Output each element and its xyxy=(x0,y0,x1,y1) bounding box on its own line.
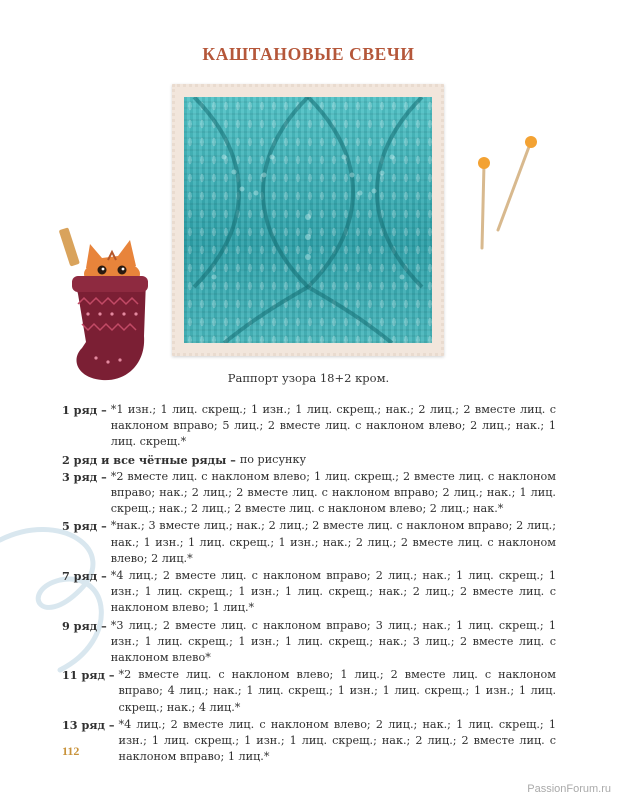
row-label: 9 ряд – xyxy=(62,618,107,633)
row-5 xyxy=(62,518,556,567)
row-label: 3 ряд – xyxy=(62,469,107,484)
page-number: 112 xyxy=(62,744,80,758)
photo-caption: Раппорт узора 18+2 кром. xyxy=(227,371,390,385)
cat-in-stocking-icon xyxy=(56,224,156,394)
row-3 xyxy=(62,469,556,518)
pattern-title: КАШТАНОВЫЕ СВЕЧИ xyxy=(202,44,415,64)
row-text: *3 лиц.; 2 вместе лиц. с наклоном вправо; 3 лиц.; нак.; 1 лиц. скрещ.; 1 изн.; 1 лиц. скрещ.; 1 изн.; 1 лиц. скрещ.; нак.; 3 лиц.; 2 вместе лиц. с наклоном влево* xyxy=(110,618,556,665)
row-text: *2 вместе лиц. с наклоном влево; 1 лиц.; 2 вместе лиц. с наклоном вправо; 4 лиц.; нак.; 1 лиц. скрещ.; 1 изн.; 1 лиц. скрещ.; 1 изн.; 1 лиц. скрещ.; нак.; 4 лиц.* xyxy=(118,668,556,714)
row-label: 5 ряд – xyxy=(62,519,107,534)
row-label: 7 ряд – xyxy=(62,569,107,584)
row-text: *4 лиц.; 2 вместе лиц. с наклоном влево; 2 лиц.; нак.; 1 лиц. скрещ.; 1 изн.; 1 лиц. скрещ.; 1 изн.; 1 лиц. скрещ.; нак.; 2 лиц.; 2 вместе лиц. с наклоном вправо; 1 лиц.* xyxy=(118,717,556,764)
row-label: 13 ряд – xyxy=(62,717,115,732)
row-1 xyxy=(62,402,556,451)
row-9 xyxy=(62,618,556,667)
row-text: *1 изн.; 1 лиц. скрещ.; 1 изн.; 1 лиц. скрещ.; нак.; 2 лиц.; 2 вместе лиц. с наклоном вправо; 5 лиц.; 2 вместе лиц. с наклоном влево; 2 лиц.; нак.; 1 лиц. скрещ.* xyxy=(110,403,556,449)
row-text: *2 вместе лиц. с наклоном влево; 1 лиц. скрещ.; 2 вместе лиц. с наклоном вправо; нак.; 2 лиц.; 2 вместе лиц. с наклоном вправо; 2 лиц.; нак.; 1 лиц. скрещ.; нак.; 2 лиц.; 2 вместе лиц. с наклоном влево; 2 лиц.; нак.* xyxy=(110,469,556,516)
row-label: 2 ряд и все чётные ряды – xyxy=(62,452,236,467)
row-11 xyxy=(62,667,556,716)
row-text: *нак.; 3 вместе лиц.; нак.; 2 лиц.; 2 вместе лиц. с наклоном вправо; 2 лиц.; нак.; 1 изн.; 1 лиц. скрещ.; 1 изн.; нак.; 2 лиц.; 2 вместе лиц. с наклоном влево; 2 лиц.* xyxy=(110,519,556,565)
row-2 xyxy=(62,452,556,468)
watermark: PassionForum.ru xyxy=(527,783,611,795)
row-text: *4 лиц.; 2 вместе лиц. с наклоном вправо; 2 лиц.; нак.; 1 лиц. скрещ.; 1 изн.; 1 лиц. скрещ.; 1 изн.; 1 лиц. скрещ.; нак.; 2 лиц.; 2 вместе лиц. с наклоном влево; 1 лиц.* xyxy=(110,569,556,615)
row-7 xyxy=(62,568,556,617)
knitted-swatch-photo xyxy=(184,97,432,343)
lace-pattern-overlay xyxy=(184,97,432,343)
photo-frame xyxy=(172,84,444,356)
row-13 xyxy=(62,717,556,766)
pattern-instructions xyxy=(62,402,556,766)
row-label: 1 ряд – xyxy=(62,403,107,417)
row-text: по рисунку xyxy=(239,452,307,466)
row-label: 11 ряд – xyxy=(62,668,115,683)
knitting-needles-icon xyxy=(470,130,550,260)
